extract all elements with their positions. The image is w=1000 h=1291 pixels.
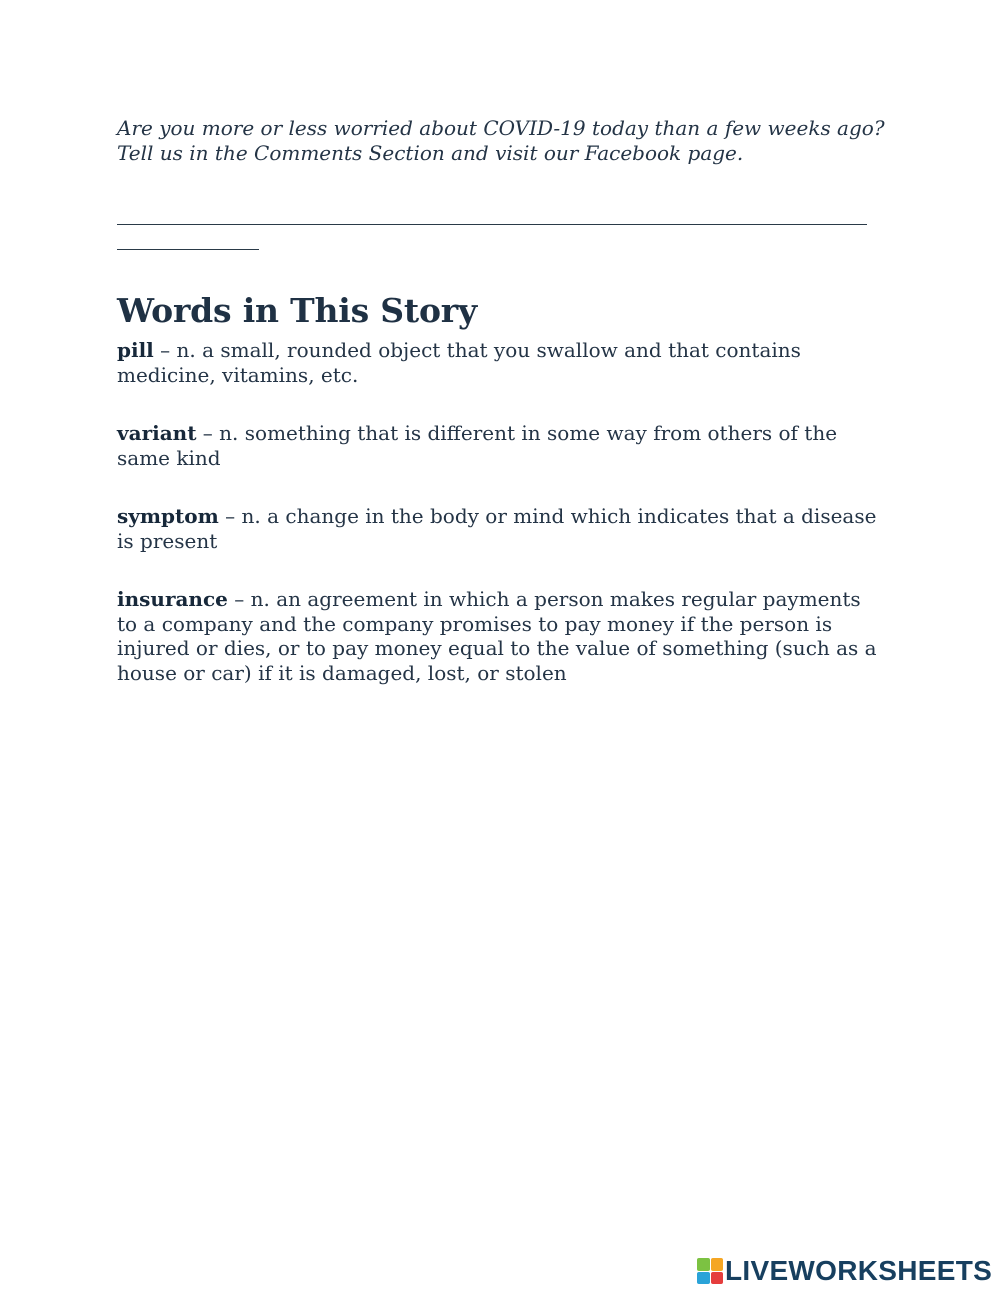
glossary-definition: – n. something that is different in some way from others of the same kind xyxy=(117,421,838,470)
glossary-term: insurance xyxy=(117,587,228,611)
glossary-entry-pill xyxy=(117,338,887,387)
prompt-line-1: Are you more or less worried about COVID-19 today than a few weeks ago? xyxy=(117,116,885,140)
discussion-prompt xyxy=(117,116,887,166)
glossary-entry-symptom xyxy=(117,504,887,553)
glossary-term: symptom xyxy=(117,504,219,528)
glossary-definition: – n. a change in the body or mind which indicates that a disease is present xyxy=(117,504,877,553)
answer-line-continuation xyxy=(117,249,259,250)
logo-square-l xyxy=(697,1258,710,1271)
logo-square-v xyxy=(697,1272,710,1285)
answer-line xyxy=(117,224,867,225)
glossary-entry-variant xyxy=(117,421,887,470)
glossary-term: variant xyxy=(117,421,197,445)
glossary-definition: – n. a small, rounded object that you swallow and that contains medicine, vitamins, etc. xyxy=(117,338,801,387)
logo-mark-icon xyxy=(697,1258,723,1284)
glossary-entry-insurance xyxy=(117,587,887,685)
glossary-definition: – n. an agreement in which a person makes regular payments to a company and the company promises to pay money if the person is injured or dies, or to pay money equal to the value of something (such as a house or car) if it is damaged, lost, or stolen xyxy=(117,587,877,685)
logo-square-i xyxy=(711,1258,724,1271)
logo-square-e xyxy=(711,1272,724,1285)
prompt-line-2: Tell us in the Comments Section and visit our Facebook page. xyxy=(117,141,744,165)
logo-text: LIVEWORKSHEETS xyxy=(725,1255,993,1286)
liveworksheets-logo xyxy=(697,1257,992,1285)
section-heading: Words in This Story xyxy=(117,291,477,330)
glossary-term: pill xyxy=(117,338,154,362)
document-body xyxy=(117,116,887,685)
